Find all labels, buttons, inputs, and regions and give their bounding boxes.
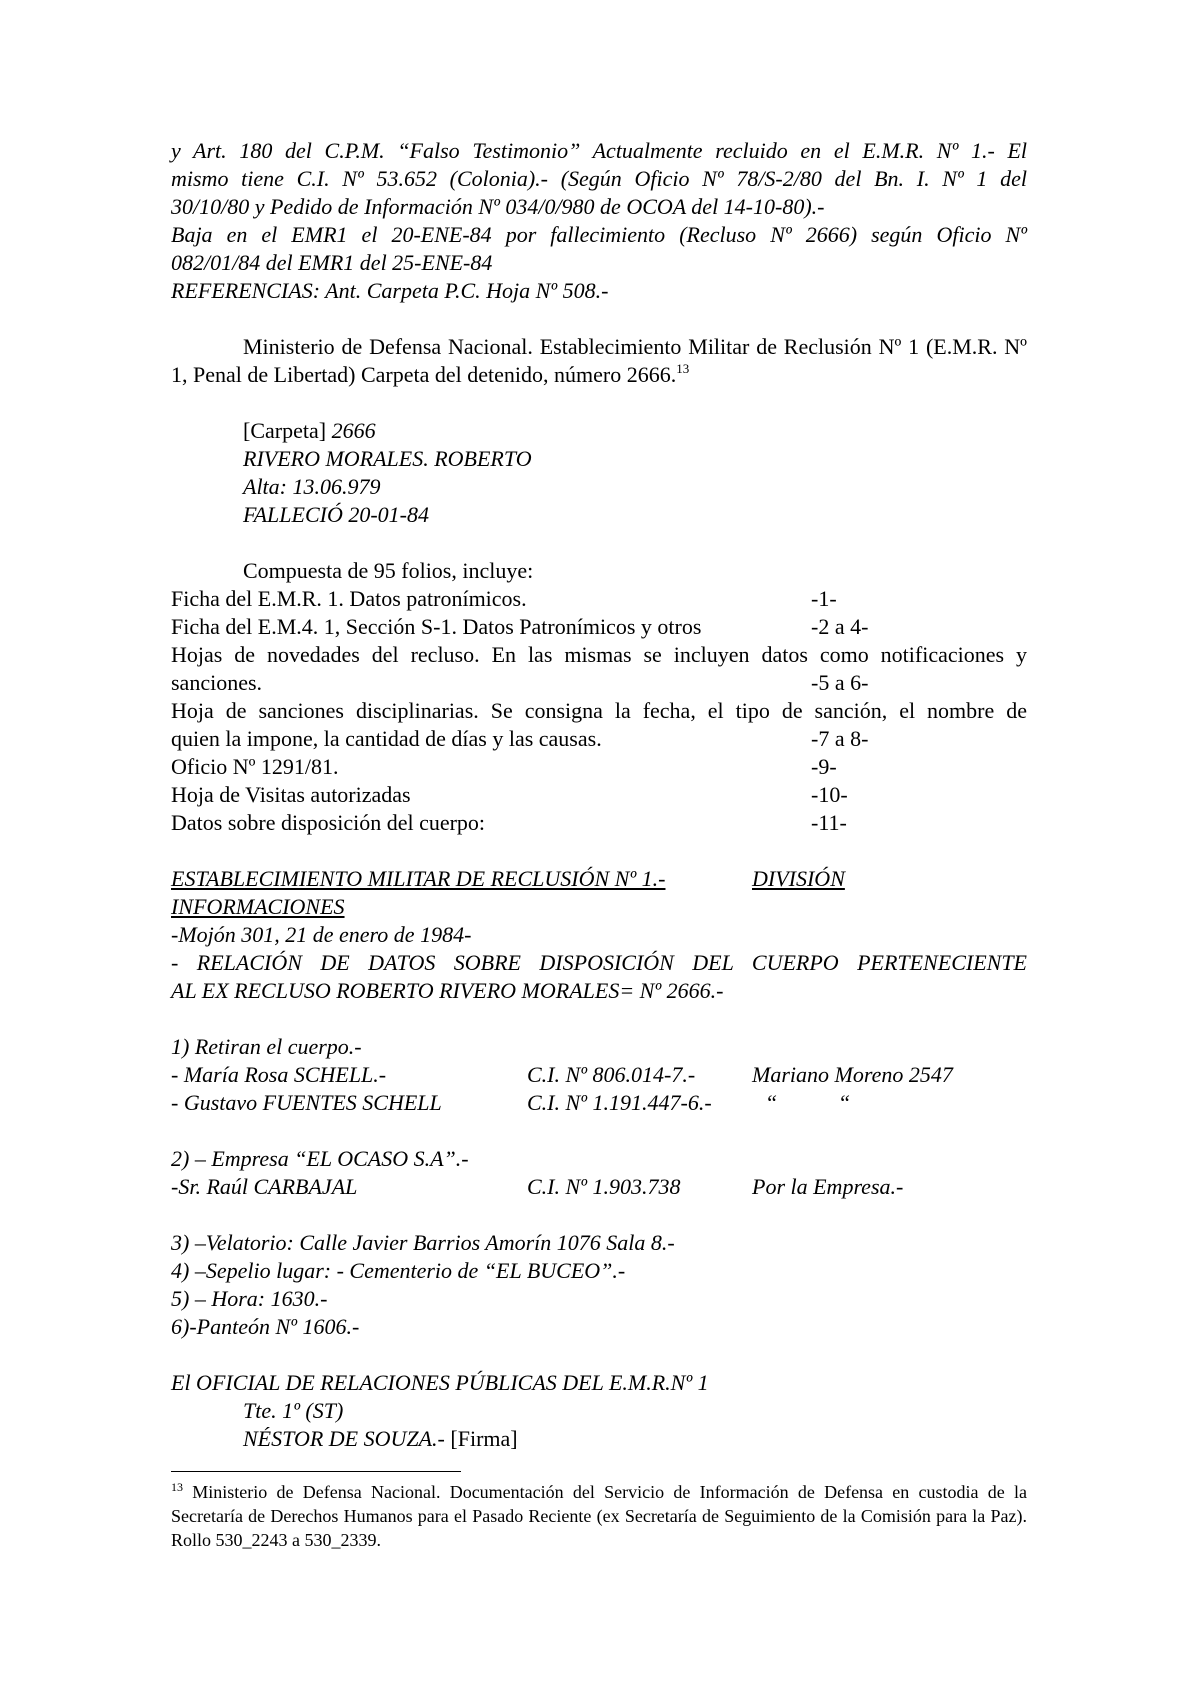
list-item-text: Datos sobre disposición del cuerpo: — [171, 810, 486, 835]
person-ci: C.I. Nº 1.903.738 — [527, 1174, 681, 1199]
folder-name: RIVERO MORALES. ROBERTO — [243, 446, 532, 471]
ditto-mark: “ — [765, 1090, 778, 1115]
report-item: 6)-Panteón Nº 1606.- — [171, 1314, 360, 1339]
list-item-pages: -7 a 8- — [811, 726, 869, 751]
footnote — [171, 1480, 1027, 1552]
report-heading-a: ESTABLECIMIENTO MILITAR DE RECLUSIÓN Nº 1.- — [171, 866, 666, 891]
list-item-text: Oficio Nº 1291/81. — [171, 754, 339, 779]
folder-label: [Carpeta] — [243, 418, 327, 443]
document-page — [171, 137, 1027, 1453]
person-name: - Gustavo FUENTES SCHELL — [171, 1090, 442, 1115]
ministry-paragraph — [171, 333, 1027, 389]
list-item — [171, 809, 1027, 837]
folder-block — [171, 417, 1027, 529]
signature-mark: [Firma] — [450, 1426, 518, 1451]
person-row — [171, 1061, 1027, 1089]
report-subject: AL EX RECLUSO ROBERTO RIVERO MORALES= Nº 2666.- — [171, 978, 724, 1003]
list-item-pages: -2 a 4- — [811, 614, 869, 639]
list-item-text: Hojas de novedades del recluso. En las mismas se incluyen datos como notificaciones y — [171, 642, 1027, 667]
report-block — [171, 865, 1027, 1453]
contents-intro: Compuesta de 95 folios, incluye: — [243, 558, 534, 583]
list-item-text: Hoja de sanciones disciplinarias. Se consigna la fecha, el tipo de sanción, el nombre de — [171, 698, 1027, 723]
intro-line: y Art. 180 del C.P.M. “Falso Testimonio” Actualmente recluido en el E.M.R. Nº 1.- El — [171, 138, 1027, 163]
contents-list — [171, 585, 1027, 837]
list-item — [171, 613, 1027, 641]
list-item-pages: -5 a 6- — [811, 670, 869, 695]
intro-line: mismo tiene C.I. Nº 53.652 (Colonia).- (Según Oficio Nº 78/S-2/80 del Bn. I. Nº 1 del — [171, 166, 1027, 191]
list-item-pages: -11- — [811, 810, 847, 835]
report-item: 5) – Hora: 1630.- — [171, 1286, 328, 1311]
footnote-divider — [171, 1471, 461, 1472]
report-heading — [171, 865, 1027, 893]
list-item — [171, 585, 1027, 613]
intro-line: Baja en el EMR1 el 20-ENE-84 por fallecimiento (Recluso Nº 2666) según Oficio Nº — [171, 222, 1027, 247]
report-heading-b: DIVISIÓN — [752, 866, 845, 891]
report-subject: - RELACIÓN DE DATOS SOBRE DISPOSICIÓN DEL CUERPO PERTENECIENTE — [171, 950, 1027, 975]
list-item-text: quien la impone, la cantidad de días y las causas. — [171, 726, 602, 751]
footnote-text: Ministerio de Defensa Nacional. Documentación del Servicio de Información de Defensa en custodia de la Secretaría de Derechos Humanos para el Pasado Reciente (ex Secretaría de Seguimiento de la Comisión para la Paz). Rollo 530_2243 a 530_2339. — [171, 1482, 1028, 1550]
report-item-title: 1) Retiran el cuerpo.- — [171, 1034, 362, 1059]
person-name: - María Rosa SCHELL.- — [171, 1062, 387, 1087]
report-heading-c: INFORMACIONES — [171, 894, 345, 919]
report-item: 4) –Sepelio lugar: - Cementerio de “EL BUCEO”.- — [171, 1258, 626, 1283]
list-item — [171, 641, 1027, 697]
signature-line — [171, 1425, 1027, 1453]
signature-title: El OFICIAL DE RELACIONES PÚBLICAS DEL E.M.R.Nº 1 — [171, 1370, 709, 1395]
list-item-text: Ficha del E.M.4. 1, Sección S-1. Datos Patronímicos y otros — [171, 614, 702, 639]
ministry-text: Ministerio de Defensa Nacional. Establecimiento Militar de Reclusión Nº 1 (E.M.R. Nº 1, Penal de Libertad) Carpeta del detenido, número 2666. — [171, 334, 1027, 387]
list-item — [171, 697, 1027, 753]
person-name: -Sr. Raúl CARBAJAL — [171, 1174, 358, 1199]
list-item — [171, 753, 1027, 781]
ditto-mark: “ — [838, 1090, 851, 1115]
list-item-text: Ficha del E.M.R. 1. Datos patronímicos. — [171, 586, 527, 611]
signature-rank: Tte. 1º (ST) — [243, 1398, 344, 1423]
intro-line: REFERENCIAS: Ant. Carpeta P.C. Hoja Nº 508.- — [171, 278, 609, 303]
list-item — [171, 781, 1027, 809]
person-row — [171, 1173, 1027, 1201]
report-date: -Mojón 301, 21 de enero de 1984- — [171, 922, 472, 947]
list-item-pages: -10- — [811, 782, 848, 807]
folder-fallecio: FALLECIÓ 20-01-84 — [243, 502, 429, 527]
person-address: Mariano Moreno 2547 — [752, 1062, 953, 1087]
intro-line: 30/10/80 y Pedido de Información Nº 034/0/980 de OCOA del 14-10-80).- — [171, 194, 825, 219]
signature-name: NÉSTOR DE SOUZA.- — [243, 1426, 445, 1451]
list-item-pages: -9- — [811, 754, 837, 779]
folder-alta: Alta: 13.06.979 — [243, 474, 381, 499]
report-item: 3) –Velatorio: Calle Javier Barrios Amorín 1076 Sala 8.- — [171, 1230, 675, 1255]
report-item-title: 2) – Empresa “EL OCASO S.A”.- — [171, 1146, 469, 1171]
person-ci: C.I. Nº 806.014-7.- — [527, 1062, 696, 1087]
intro-line: 082/01/84 del EMR1 del 25-ENE-84 — [171, 250, 493, 275]
person-ci: C.I. Nº 1.191.447-6.- — [527, 1090, 712, 1115]
footnote-number: 13 — [171, 1480, 183, 1494]
person-row — [171, 1089, 1027, 1117]
list-item-pages: -1- — [811, 586, 837, 611]
person-note: Por la Empresa.- — [752, 1174, 904, 1199]
list-item-text: sanciones. — [171, 670, 263, 695]
intro-block — [171, 137, 1027, 305]
folder-number: 2666 — [331, 418, 376, 443]
list-item-text: Hoja de Visitas autorizadas — [171, 782, 411, 807]
footnote-ref: 13 — [676, 361, 690, 376]
